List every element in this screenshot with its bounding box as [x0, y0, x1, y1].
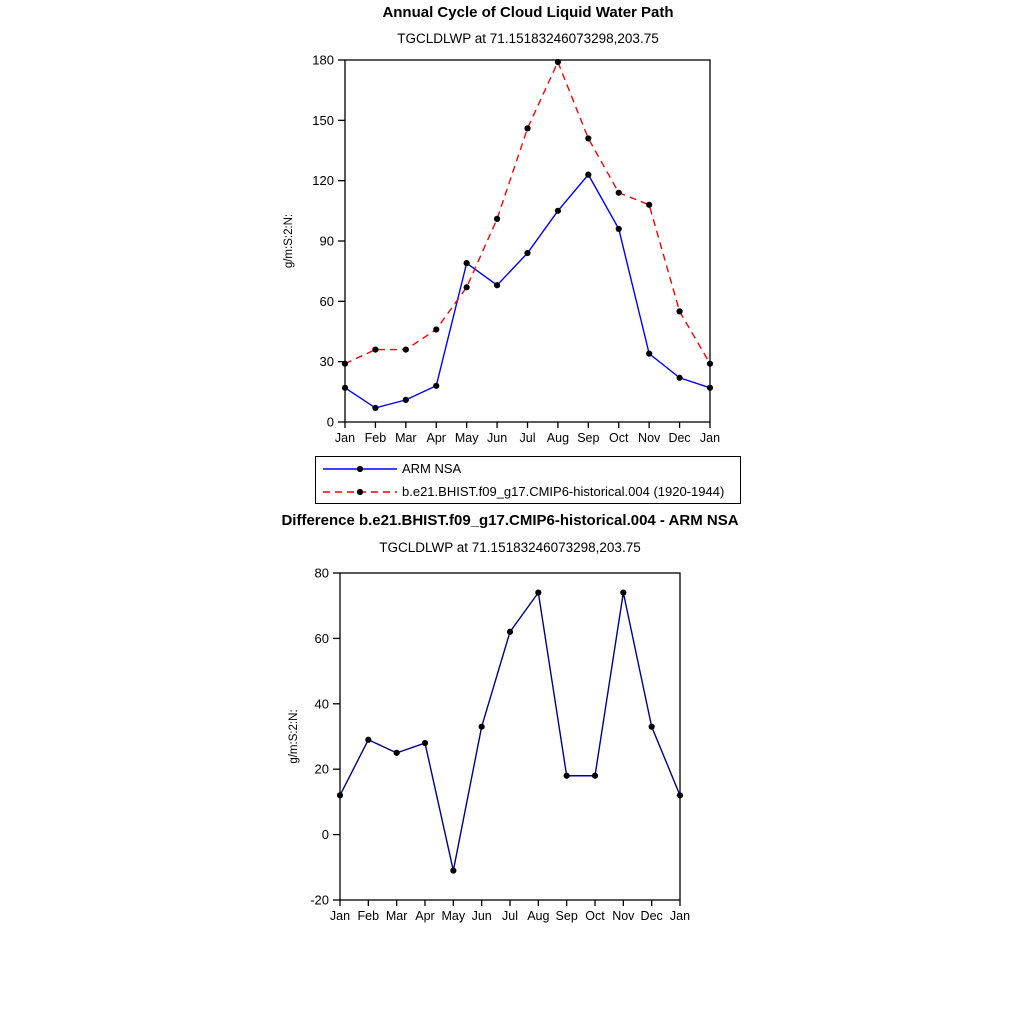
data-point-marker [433, 326, 439, 332]
legend-line-sample [321, 485, 399, 499]
y-tick-label: -20 [310, 892, 329, 908]
y-tick-label: 60 [314, 630, 329, 646]
x-tick-label: Feb [357, 909, 380, 923]
data-point-marker [616, 226, 622, 232]
data-point-marker [676, 308, 682, 314]
legend-label: b.e21.BHIST.f09_g17.CMIP6-historical.004 (1920-1944) [402, 484, 725, 499]
y-axis-title: g/m:S:2:N: [288, 709, 300, 764]
data-point-marker [585, 172, 591, 178]
series-line-0 [345, 175, 710, 408]
y-tick-label: 60 [319, 293, 334, 309]
x-tick-label: Mar [385, 909, 408, 923]
y-axis-title: g/m:S:2:N: [283, 213, 295, 269]
data-point-marker [616, 190, 622, 196]
data-point-marker [585, 135, 591, 141]
data-point-marker [535, 590, 541, 596]
data-point-marker [555, 59, 561, 65]
annual-cycle-plot [270, 50, 750, 450]
x-tick-label: Jan [669, 909, 691, 923]
legend-line-sample [321, 462, 399, 476]
x-tick-label: Aug [546, 431, 570, 445]
data-point-marker [646, 202, 652, 208]
x-tick-label: Aug [527, 909, 550, 923]
x-tick-label: Dec [668, 431, 691, 445]
y-tick-label: 0 [326, 414, 334, 430]
y-tick-label: 120 [312, 173, 334, 189]
data-point-marker [450, 867, 456, 873]
y-tick-label: 180 [312, 52, 334, 68]
x-tick-label: Oct [609, 431, 629, 445]
data-point-marker [365, 737, 371, 743]
plot-frame [345, 60, 710, 422]
data-point-marker [555, 208, 561, 214]
x-tick-label: Jul [502, 909, 518, 923]
data-point-marker [337, 792, 343, 798]
difference-plot [265, 560, 705, 940]
x-tick-label: Dec [640, 909, 663, 923]
x-tick-label: Mar [395, 431, 417, 445]
difference-title: Difference b.e21.BHIST.f09_g17.CMIP6-historical.004 - ARM NSA [281, 512, 739, 529]
x-tick-label: May [454, 431, 479, 445]
x-tick-label: Apr [415, 909, 435, 923]
data-point-marker [422, 740, 428, 746]
x-tick-label: Nov [638, 431, 661, 445]
y-tick-label: 20 [314, 761, 329, 777]
x-tick-label: Jun [471, 909, 492, 923]
data-point-marker [479, 724, 485, 730]
y-tick-label: 90 [319, 233, 334, 249]
y-tick-label: 80 [314, 565, 329, 581]
data-point-marker [507, 629, 513, 635]
legend [315, 456, 741, 504]
legend-marker [357, 488, 363, 494]
data-point-marker [707, 385, 713, 391]
legend-item-1 [321, 480, 740, 503]
data-point-marker [372, 405, 378, 411]
data-point-marker [592, 773, 598, 779]
legend-label: ARM NSA [402, 461, 462, 476]
data-point-marker [372, 347, 378, 353]
annual-cycle-subtitle: TGCLDLWP at 71.15183246073298,203.75 [397, 31, 659, 46]
series-line-1 [345, 62, 710, 364]
x-tick-label: Oct [585, 909, 605, 923]
data-point-marker [394, 750, 400, 756]
data-point-marker [433, 383, 439, 389]
difference-subtitle: TGCLDLWP at 71.15183246073298,203.75 [379, 540, 641, 555]
data-point-marker [342, 385, 348, 391]
data-point-marker [464, 284, 470, 290]
data-point-marker [464, 260, 470, 266]
data-point-marker [564, 773, 570, 779]
data-point-marker [342, 361, 348, 367]
x-tick-label: Jul [519, 431, 536, 445]
x-tick-label: Sep [577, 431, 600, 445]
data-point-marker [403, 397, 409, 403]
y-tick-label: 0 [321, 827, 329, 843]
y-tick-label: 30 [319, 354, 334, 370]
data-point-marker [646, 351, 652, 357]
data-point-marker [649, 724, 655, 730]
data-point-marker [494, 216, 500, 222]
annual-cycle-title: Annual Cycle of Cloud Liquid Water Path [382, 4, 674, 21]
data-point-marker [620, 590, 626, 596]
data-point-marker [677, 792, 683, 798]
x-tick-label: May [441, 909, 466, 923]
legend-item-0 [321, 457, 740, 480]
x-tick-label: Jun [487, 431, 508, 445]
legend-marker [357, 465, 363, 471]
data-point-marker [524, 125, 530, 131]
data-point-marker [403, 347, 409, 353]
data-point-marker [494, 282, 500, 288]
x-tick-label: Feb [364, 431, 387, 445]
data-point-marker [524, 250, 530, 256]
x-tick-label: Nov [612, 909, 635, 923]
y-tick-label: 40 [314, 696, 329, 712]
x-tick-label: Apr [426, 431, 446, 445]
x-tick-label: Jan [699, 431, 721, 445]
y-tick-label: 150 [312, 112, 334, 128]
x-tick-label: Jan [334, 431, 356, 445]
x-tick-label: Jan [329, 909, 351, 923]
x-tick-label: Sep [555, 909, 578, 923]
data-point-marker [707, 361, 713, 367]
data-point-marker [676, 375, 682, 381]
